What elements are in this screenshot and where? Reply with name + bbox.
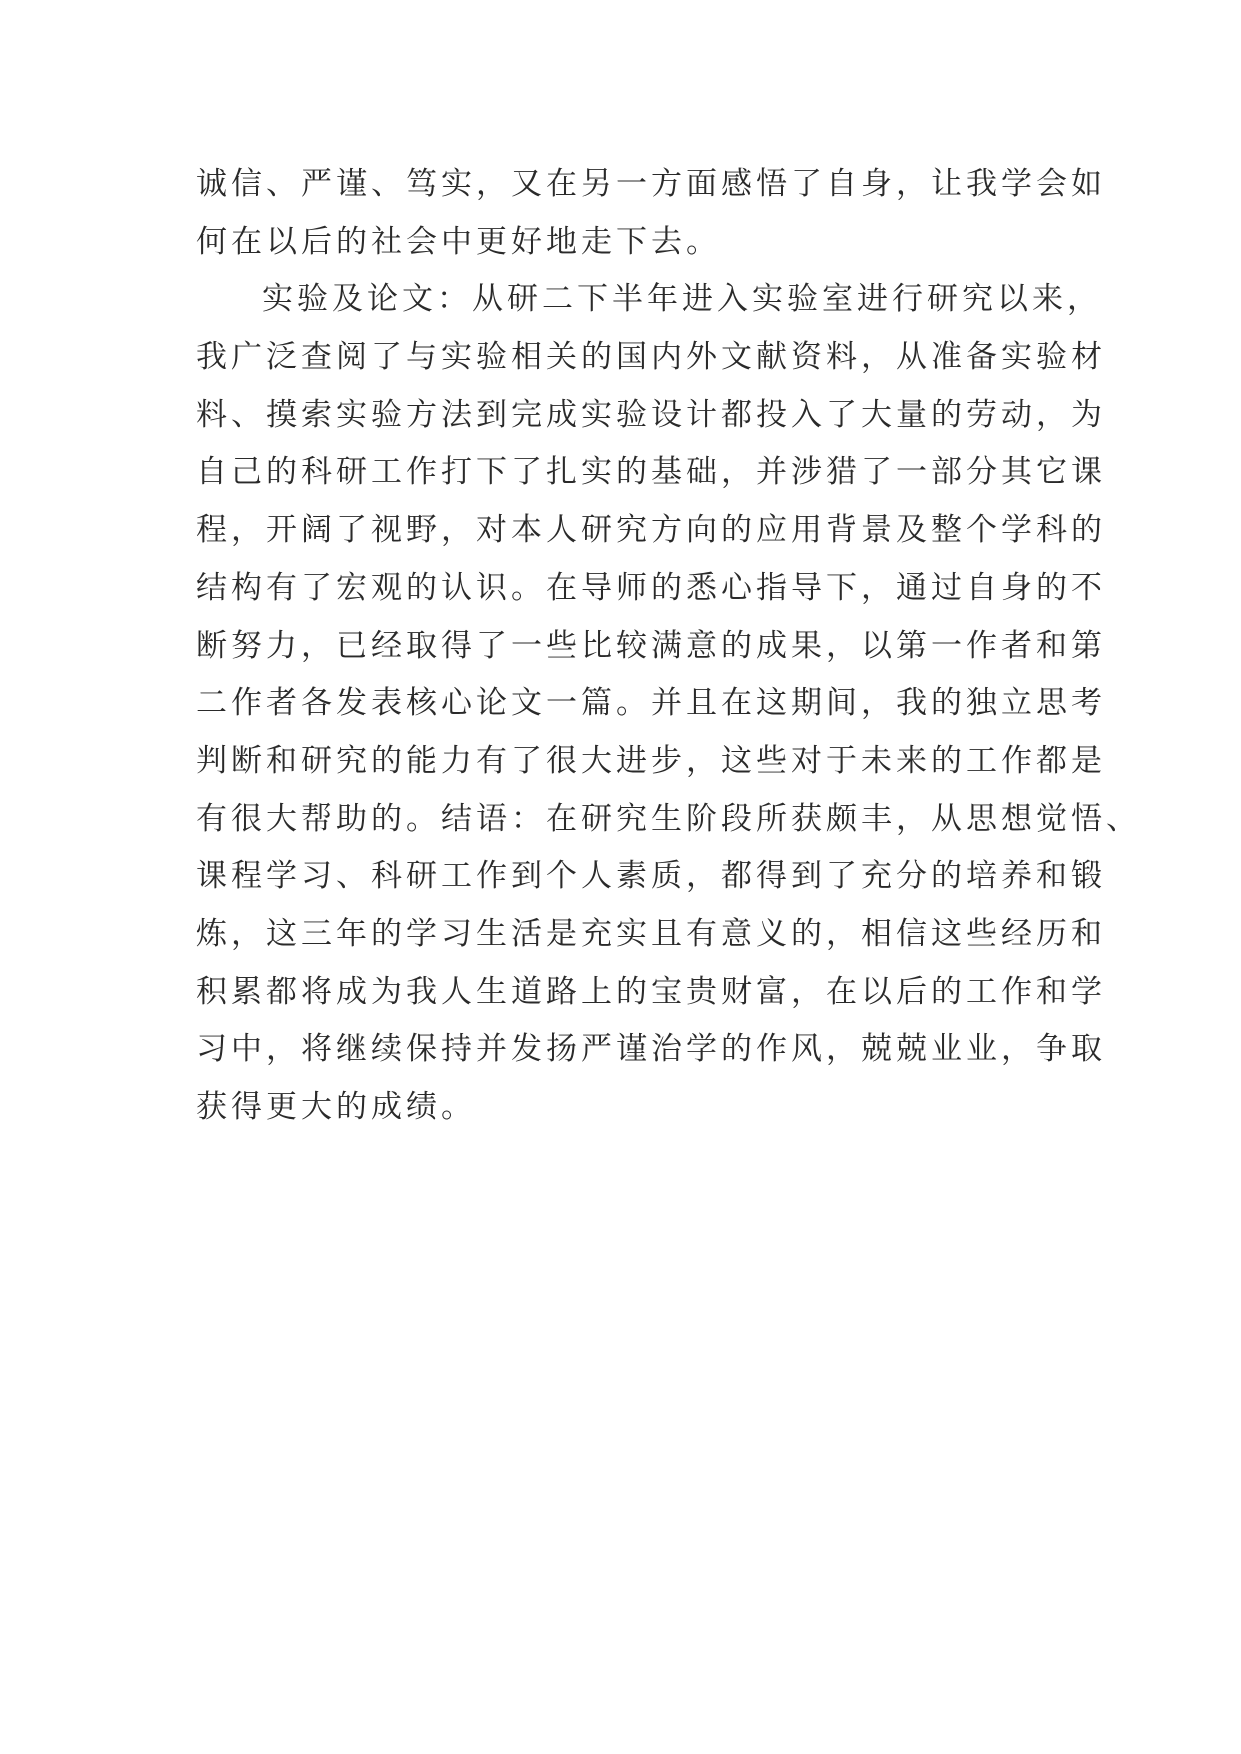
text-line: 获得更大的成绩。 [196, 1089, 476, 1125]
text-line: 炼，这三年的学习生活是充实且有意义的，相信这些经历和 [196, 915, 1106, 952]
text-line: 断努力，已经取得了一些比较满意的成果，以第一作者和第 [196, 627, 1106, 664]
text-line: 诚信、严谨、笃实，又在另一方面感悟了自身，让我学会如 [196, 166, 1106, 202]
text-line: 程，开阔了视野，对本人研究方向的应用背景及整个学科的 [196, 512, 1106, 549]
text-line: 自己的科研工作打下了扎实的基础，并涉猎了一部分其它课 [196, 454, 1106, 491]
text-line: 习中，将继续保持并发扬严谨治学的作风，兢兢业业，争取 [196, 1031, 1106, 1068]
text-line: 课程学习、科研工作到个人素质，都得到了充分的培养和锻 [196, 858, 1106, 895]
text-line: 有很大帮助的。结语：在研究生阶段所获颇丰，从思想觉悟、 [196, 800, 1141, 837]
paragraph-start-line: 实验及论文：从研二下半年进入实验室进行研究以来， [262, 281, 1102, 318]
text-line: 结构有了宏观的认识。在导师的悉心指导下，通过自身的不 [196, 569, 1106, 606]
text-line: 我广泛查阅了与实验相关的国内外文献资料，从准备实验材 [196, 339, 1106, 376]
text-line: 积累都将成为我人生道路上的宝贵财富，在以后的工作和学 [196, 973, 1106, 1010]
text-line: 料、摸索实验方法到完成实验设计都投入了大量的劳动，为 [196, 396, 1106, 433]
text-line: 判断和研究的能力有了很大进步，这些对于未来的工作都是 [196, 742, 1106, 779]
body-text [196, 156, 1141, 1137]
text-line: 何在以后的社会中更好地走下去。 [196, 223, 721, 260]
text-line: 二作者各发表核心论文一篇。并且在这期间，我的独立思考 [196, 685, 1106, 722]
